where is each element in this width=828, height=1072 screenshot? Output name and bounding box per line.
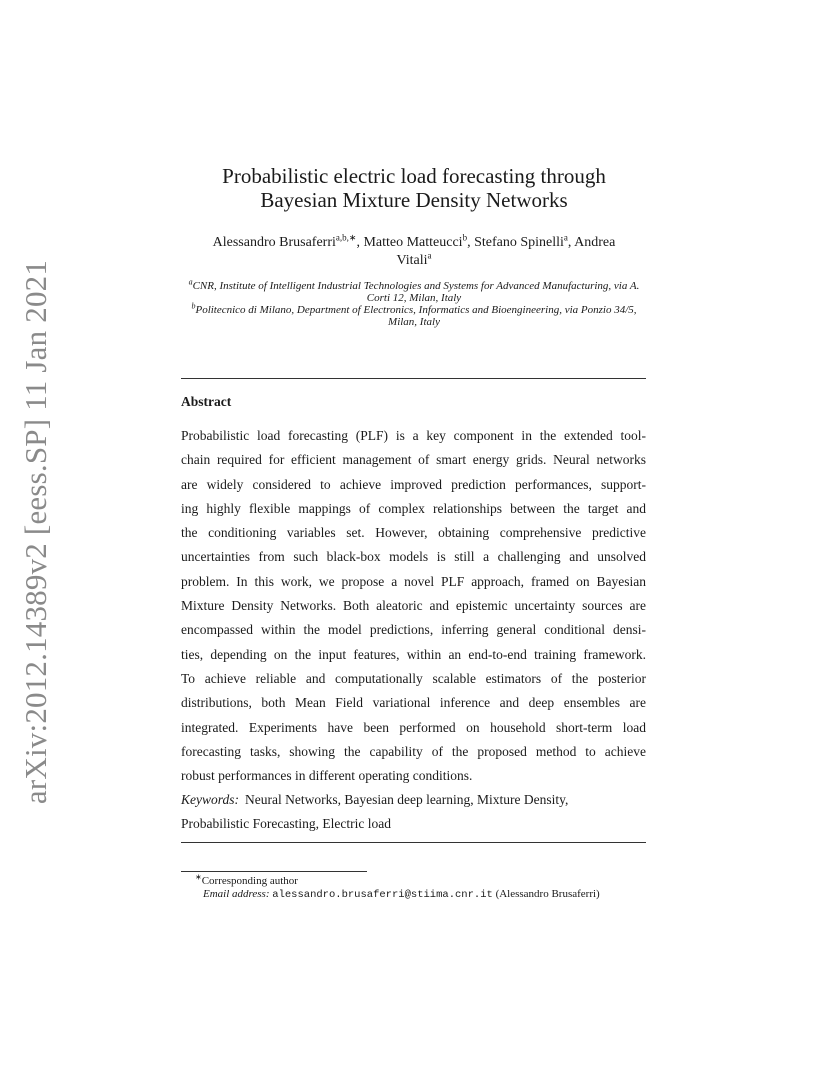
abstract-line: distributions, both Mean Field variational inference and deep ensembles are	[181, 695, 646, 711]
abstract-line: integrated. Experiments have been performed on household short-term load	[181, 719, 646, 735]
abstract-body	[181, 424, 646, 788]
author-affil-mark: a	[563, 232, 568, 243]
affiliation-text: Politecnico di Milano, Department of Electronics, Informatics and Bioengineering, via Ponzio 34/5, Milan, Italy	[195, 304, 637, 328]
abstract-line: ties, depending on the input features, within an end-to-end training framework.	[181, 646, 646, 662]
author-affil-mark: a,b,∗	[335, 232, 357, 243]
email-label: Email address:	[203, 888, 270, 900]
affiliation-a	[188, 277, 640, 304]
author-name: Stefano Spinelli	[474, 235, 564, 250]
abstract-line: Mixture Density Networks. Both aleatoric and epistemic uncertainty sources are	[181, 598, 646, 614]
affiliation-mark: b	[191, 301, 196, 311]
abstract-line: To achieve reliable and computationally scalable estimators of the posterior	[181, 670, 646, 686]
abstract-line: Probabilistic load forecasting (PLF) is a key component in the extended tool-	[181, 428, 646, 443]
affiliation-b	[188, 301, 640, 328]
footnote-rule	[181, 871, 367, 872]
keywords-line-2: Probabilistic Forecasting, Electric load	[181, 816, 391, 832]
abstract-line: the conditioning variables set. However, obtaining comprehensive predictive	[181, 525, 646, 541]
email-owner: (Alessandro Brusaferri)	[495, 888, 600, 900]
abstract-line: are widely considered to achieve improved prediction performances, support-	[181, 476, 646, 492]
abstract-line: robust performances in different operating conditions.	[181, 768, 473, 784]
abstract-bottom-rule	[181, 842, 646, 843]
keywords-text: Neural Networks, Bayesian deep learning, Mixture Density,	[245, 792, 569, 807]
arxiv-side-stamp: arXiv:2012.14389v2 [eess.SP] 11 Jan 2021	[18, 259, 53, 805]
abstract-line: forecasting tasks, showing the capability of the proposed method to achieve	[181, 743, 646, 759]
affiliation-mark: a	[188, 277, 193, 287]
affiliations	[188, 277, 640, 328]
footnote-text: Corresponding author	[201, 875, 298, 887]
title-line-2: Bayesian Mixture Density Networks	[260, 188, 568, 212]
author-affil-mark: a	[427, 250, 432, 261]
author-affil-mark: b	[462, 232, 468, 243]
keywords-line-1	[181, 788, 646, 812]
author-name: Andrea Vitali	[396, 235, 616, 268]
keywords-label: Keywords:	[181, 792, 239, 807]
footnote-email-line	[195, 888, 655, 902]
keywords	[181, 788, 646, 837]
paper-title	[100, 164, 728, 212]
abstract-heading: Abstract	[181, 394, 232, 409]
footnote	[195, 872, 655, 902]
title-line-1: Probabilistic electric load forecasting through	[222, 164, 606, 188]
author-list: Alessandro Brusaferri$^{a,b,∗}$, Matteo Matteucci$^b$, Stefano Spinelli$^a$, Andrea Vitali$^a$	[212, 232, 616, 268]
author-name: Matteo Matteucci	[363, 235, 463, 250]
footnote-mark: ∗	[195, 872, 202, 882]
affiliation-text: CNR, Institute of Intelligent Industrial Technologies and Systems for Advanced Manufacturing, via A. Corti 12, Milan, Italy	[192, 280, 640, 304]
abstract-line: problem. In this work, we propose a novel PLF approach, framed on Bayesian	[181, 573, 646, 589]
author-name: Alessandro Brusaferri	[212, 235, 336, 250]
abstract-line: encompassed within the model predictions, inferring general conditional densi-	[181, 622, 646, 638]
abstract-line: chain required for efficient management of smart energy grids. Neural networks	[181, 452, 646, 468]
email-address: alessandro.brusaferri@stiima.cnr.it	[272, 889, 493, 901]
abstract-line: ing highly flexible mappings of complex relationships between the target and	[181, 500, 646, 516]
abstract-line: uncertainties from such black-box models is still a challenging and unsolved	[181, 549, 646, 565]
abstract-top-rule	[181, 378, 646, 379]
